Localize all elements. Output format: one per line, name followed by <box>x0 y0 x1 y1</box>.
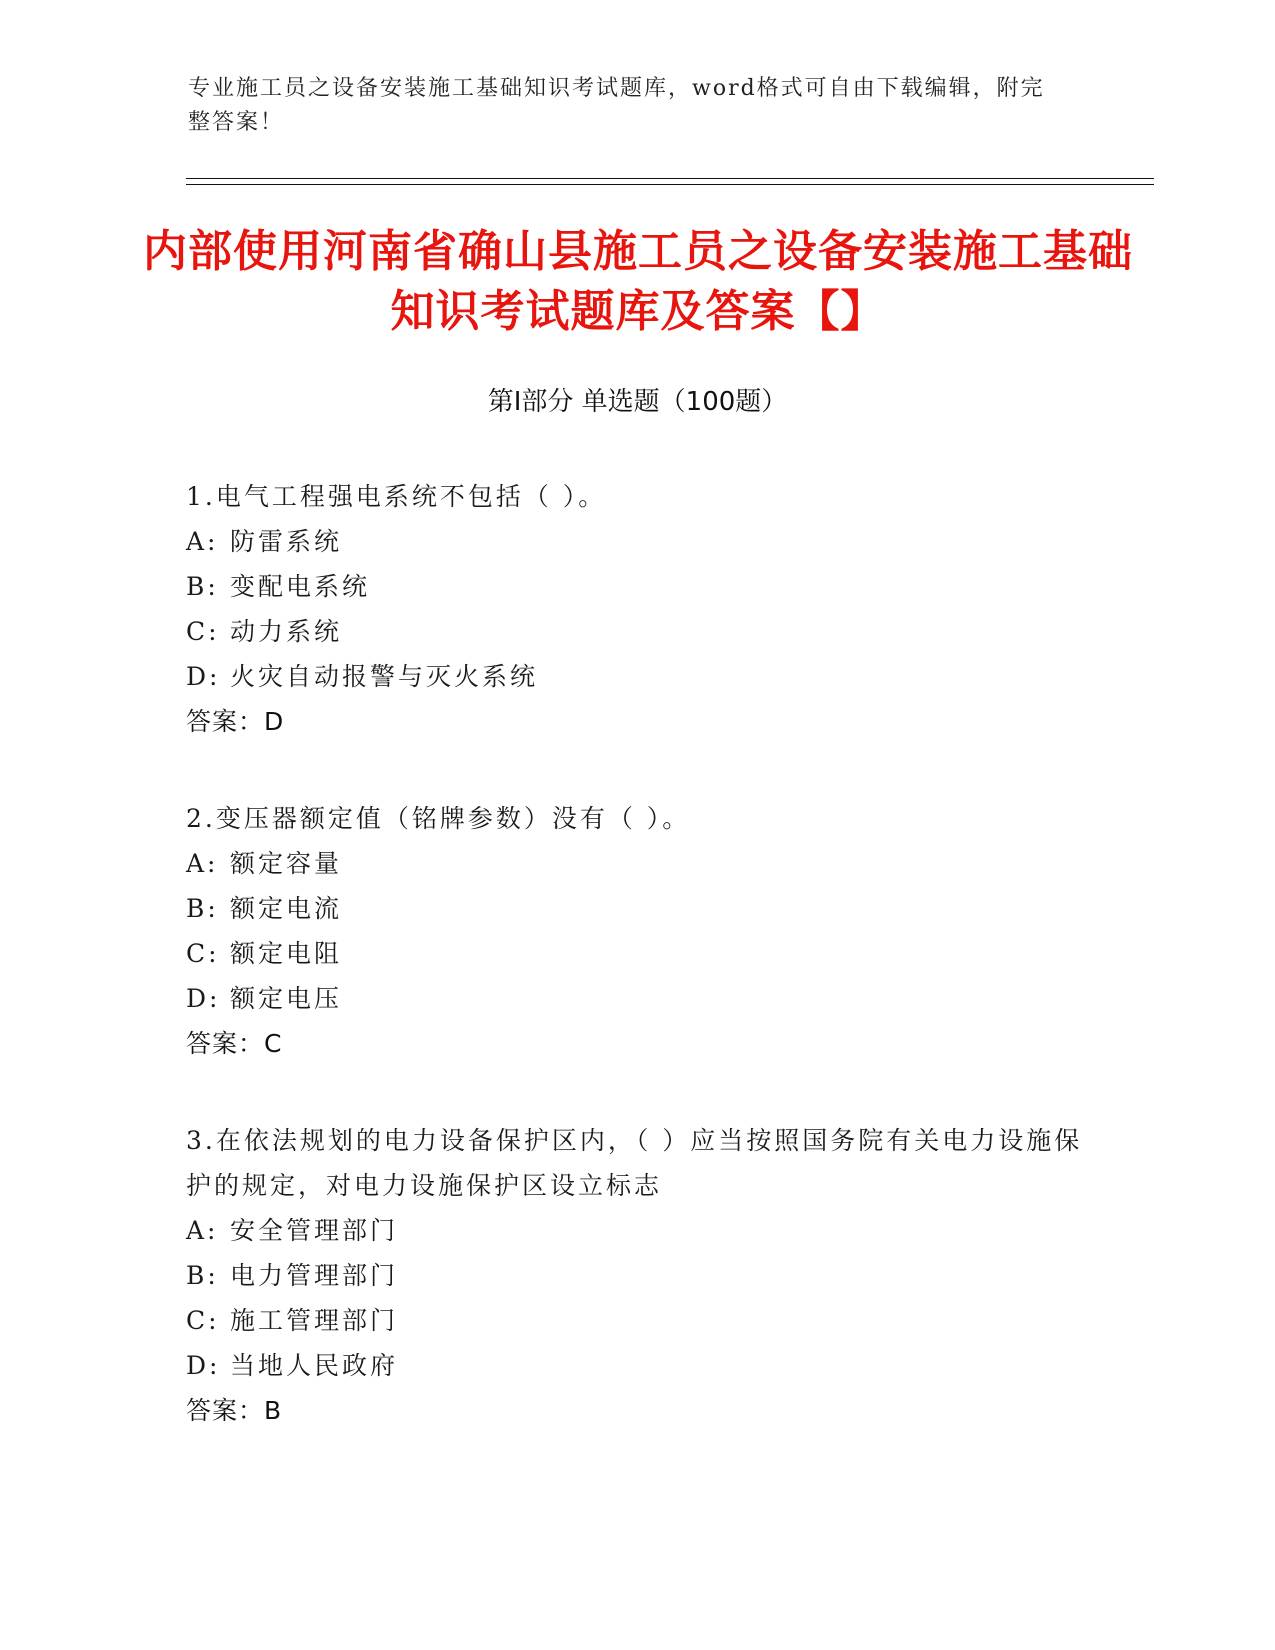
answer-line <box>186 699 1086 744</box>
option-b <box>186 1253 1086 1298</box>
option-letter: D: <box>186 984 221 1013</box>
answer-value: D <box>264 707 285 736</box>
answer-prefix: 答案： <box>186 1029 265 1058</box>
option-b <box>186 564 1086 609</box>
option-text: 防雷系统 <box>230 527 343 556</box>
answer-value: B <box>264 1396 283 1425</box>
option-a <box>186 519 1086 564</box>
option-text: 变配电系统 <box>230 572 371 601</box>
question-list <box>186 474 1086 1485</box>
option-text: 电力管理部门 <box>230 1261 399 1290</box>
answer-value: C <box>264 1029 283 1058</box>
option-letter: A: <box>186 527 219 556</box>
answer-line <box>186 1388 1086 1433</box>
option-letter: A: <box>186 1216 219 1245</box>
header-note: 专业施工员之设备安装施工基础知识考试题库，word格式可自由下载编辑，附完整答案！ <box>188 76 1045 135</box>
option-letter: C: <box>186 1306 220 1335</box>
option-text: 当地人民政府 <box>230 1351 399 1380</box>
question-stem: 2.变压器额定值（铭牌参数）没有（ ）。 <box>186 804 691 833</box>
option-c <box>186 931 1086 976</box>
option-letter: A: <box>186 849 219 878</box>
option-a <box>186 841 1086 886</box>
answer-line <box>186 1021 1086 1066</box>
option-letter: B: <box>186 1261 219 1290</box>
option-text: 额定电流 <box>230 894 343 923</box>
option-text: 动力系统 <box>230 617 343 646</box>
option-text: 施工管理部门 <box>230 1306 399 1335</box>
option-b <box>186 886 1086 931</box>
option-letter: B: <box>186 894 219 923</box>
option-d <box>186 654 1086 699</box>
option-letter: D: <box>186 662 221 691</box>
option-letter: C: <box>186 617 220 646</box>
answer-prefix: 答案： <box>186 707 265 736</box>
question-item <box>186 796 1086 1066</box>
option-text: 额定容量 <box>230 849 343 878</box>
option-letter: D: <box>186 1351 221 1380</box>
option-c <box>186 609 1086 654</box>
answer-prefix: 答案： <box>186 1396 265 1425</box>
option-text: 额定电阻 <box>230 939 343 968</box>
option-text: 安全管理部门 <box>230 1216 399 1245</box>
question-stem: 1.电气工程强电系统不包括（ ）。 <box>186 482 607 511</box>
option-letter: C: <box>186 939 220 968</box>
header-rule-bottom <box>186 184 1154 185</box>
option-text: 额定电压 <box>230 984 343 1013</box>
document-title: 内部使用河南省确山县施工员之设备安装施工基础知识考试题库及答案【】 <box>143 226 1133 337</box>
option-a <box>186 1208 1086 1253</box>
option-d <box>186 976 1086 1021</box>
question-item <box>186 1118 1086 1433</box>
option-letter: B: <box>186 572 219 601</box>
section-heading: 第Ⅰ部分 单选题（100题） <box>487 387 788 417</box>
option-d <box>186 1343 1086 1388</box>
question-item <box>186 474 1086 744</box>
option-text: 火灾自动报警与灭火系统 <box>230 662 539 691</box>
option-c <box>186 1298 1086 1343</box>
header-rule-top <box>186 178 1154 179</box>
question-stem: 3.在依法规划的电力设备保护区内，（ ）应当按照国务院有关电力设施保护的规定，对电力设施保护区设立标志 <box>186 1126 1083 1200</box>
